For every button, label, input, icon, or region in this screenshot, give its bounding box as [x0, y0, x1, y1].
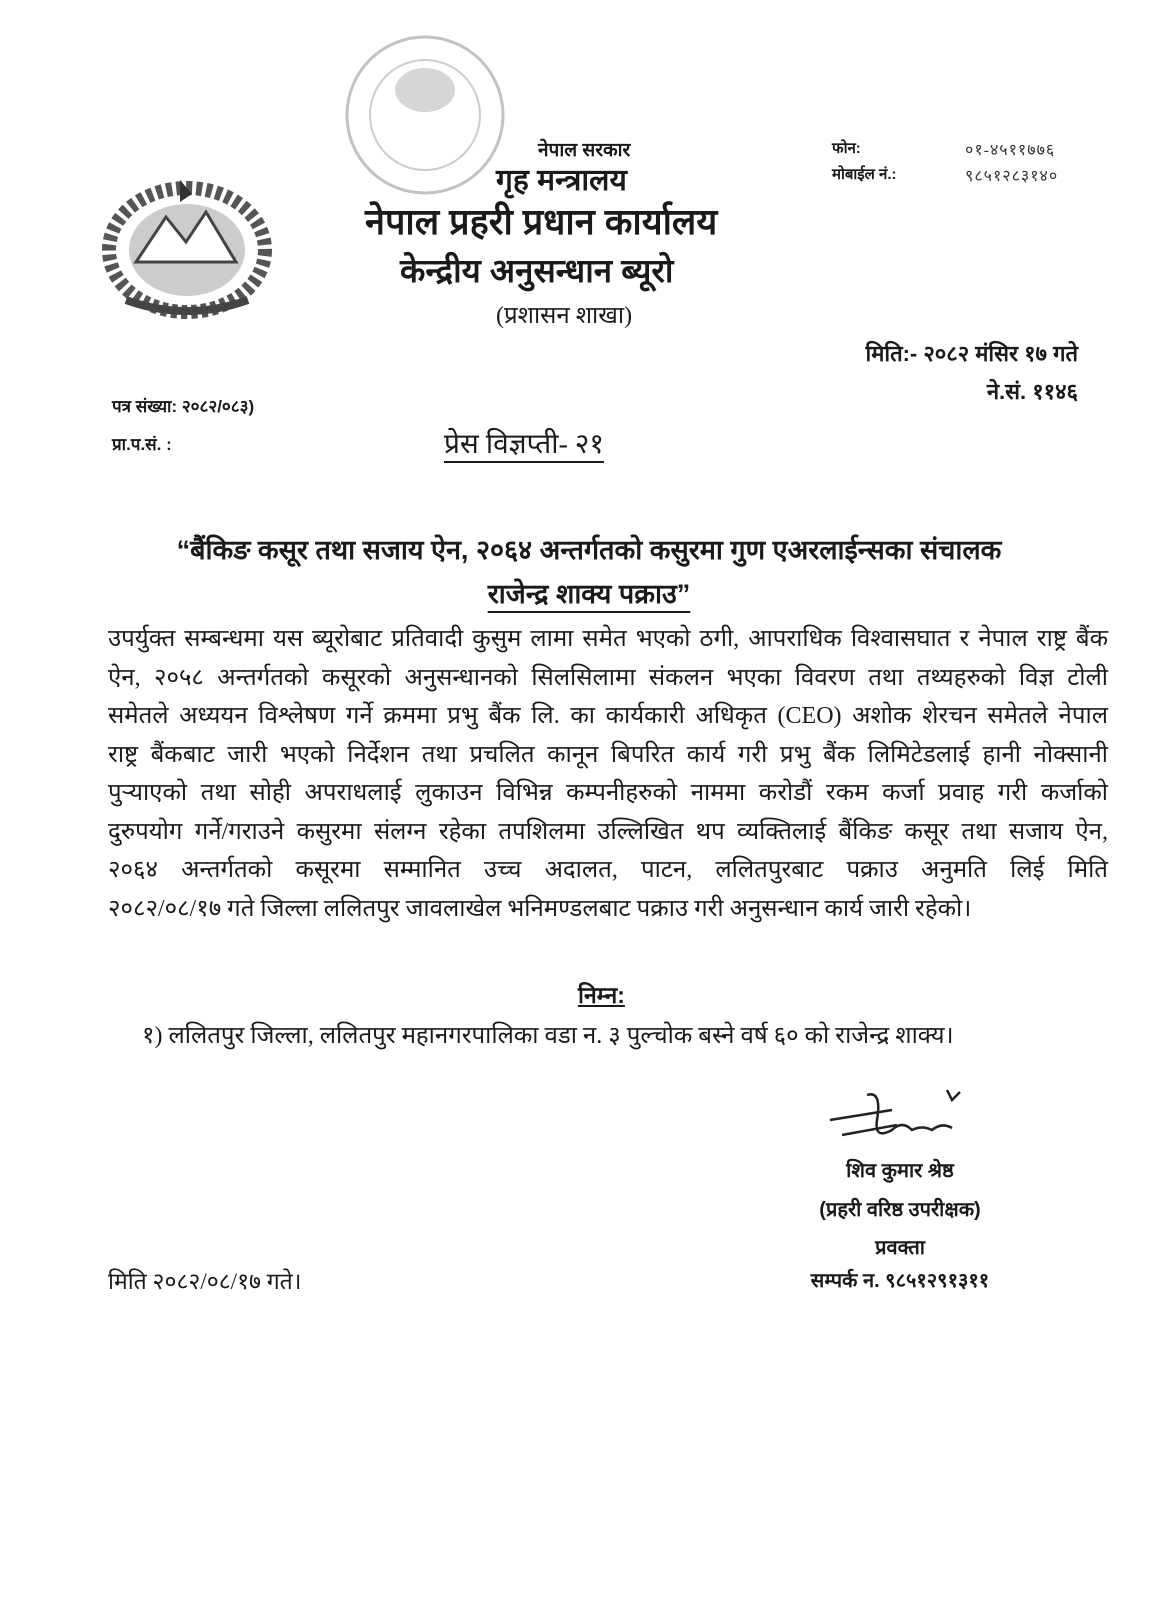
signatory-contact: सम्पर्क न. ९८५१२९१३११	[810, 1270, 990, 1292]
letter-number: पत्र संख्या: २०८२/०८३)	[112, 397, 255, 416]
body-line: दुरुपयोग गर्ने/गराउने कसुरमा संलग्न रहेका तपशिलमा उल्लिखित थप व्यक्तिलाई बैंकिङ कसूर तथा सजाय ऐन,	[108, 818, 1108, 845]
body-line: उपर्युक्त सम्बन्धमा यस ब्यूरोबाट प्रतिवादी कुसुम लामा समेत भएको ठगी, आपराधिक विश्वासघात र नेपाल राष्ट्र बैंक	[108, 626, 1108, 652]
body-line: २०६४ अन्तर्गतको कसूरमा सम्मानित उच्च अदालत, पाटन, ललितपुरबाट पक्राउ अनुमति लिई मिति	[108, 857, 1108, 883]
signatory-name: शिव कुमार श्रेष्ठ	[846, 1160, 954, 1182]
list-item: १) ललितपुर जिल्ला, ललितपुर महानगरपालिका वडा न. ३ पुल्चोक बस्ने वर्ष ६० को राजेन्द्र शाक्य।	[142, 1023, 954, 1049]
press-release-title: प्रेस विज्ञप्ती- २१	[444, 429, 604, 460]
body-line: समेतले अध्ययन विश्लेषण गर्ने क्रममा प्रभु बैंक लि. का कार्यकारी अधिकृत (CEO) अशोक शेरचन समेतले नेपाल	[108, 703, 1108, 729]
office-title: नेपाल प्रहरी प्रधान कार्यालय	[365, 201, 718, 242]
signatory-rank: (प्रहरी वरिष्ठ उपरीक्षक)	[819, 1199, 981, 1221]
body-line: ऐन, २०५८ अन्तर्गतको कसूरको अनुसन्धानको सिलसिलामा संकलन भएका विवरण तथा तथ्यहरुको विज्ञ टोली	[108, 664, 1108, 691]
phone-number: ०१-४५११७७६	[965, 142, 1056, 159]
ppsn-label: प्रा.प.सं. :	[112, 435, 172, 454]
branch-label: (प्रशासन शाखा)	[496, 303, 633, 329]
nepal-sambat: ने.सं. ११४६	[986, 379, 1078, 404]
body-paragraph	[108, 620, 1108, 928]
government-label: नेपाल सरकार	[538, 140, 631, 161]
body-line: राष्ट्र बैंकबाट जारी भएको निर्देशन तथा प्रचलित कानून बिपरित कार्य गरी प्रभु बैंक लिमिटेडलाई हानी नोक्सानी	[108, 741, 1108, 768]
mobile-number: ९८५१२८३१४०	[965, 168, 1059, 185]
footer-date: मिति २०८२/०८/१७ गते।	[108, 1269, 302, 1294]
body-line: २०८२/०८/१७ गते जिल्ला ललितपुर जावलाखेल भनिमण्डलबाट पक्राउ गरी अनुसन्धान कार्य जारी रहेको।	[108, 895, 972, 922]
bureau-title: केन्द्रीय अनुसन्धान ब्यूरो	[400, 252, 674, 289]
phone-label: फोन:	[832, 140, 861, 157]
ministry-label: गृह मन्त्रालय	[496, 164, 627, 197]
nepal-emblem-icon	[96, 172, 278, 322]
signatory-role: प्रवक्ता	[875, 1237, 925, 1259]
handwritten-signature	[822, 1080, 972, 1150]
issue-date: मिति:- २०८२ मंसिर १७ गते	[865, 341, 1078, 366]
office-seal-stamp	[325, 30, 525, 200]
list-title: निम्न:	[578, 982, 625, 1008]
body-line: पुऱ्याएको तथा सोही अपराधलाई लुकाउन विभिन्न कम्पनीहरुको नाममा करोडौं रकम कर्जा प्रवाह गरी कर्जाको	[108, 780, 1108, 806]
headline-line: “बैंकिङ कसूर तथा सजाय ऐन, २०६४ अन्तर्गतको कसुरमा गुण एअरलाईन्सका संचालक	[176, 535, 1002, 565]
mobile-label: मोबाईल नं.:	[832, 166, 897, 183]
headline	[110, 528, 1068, 616]
headline-line: राजेन्द्र शाक्य पक्राउ”	[487, 579, 691, 609]
